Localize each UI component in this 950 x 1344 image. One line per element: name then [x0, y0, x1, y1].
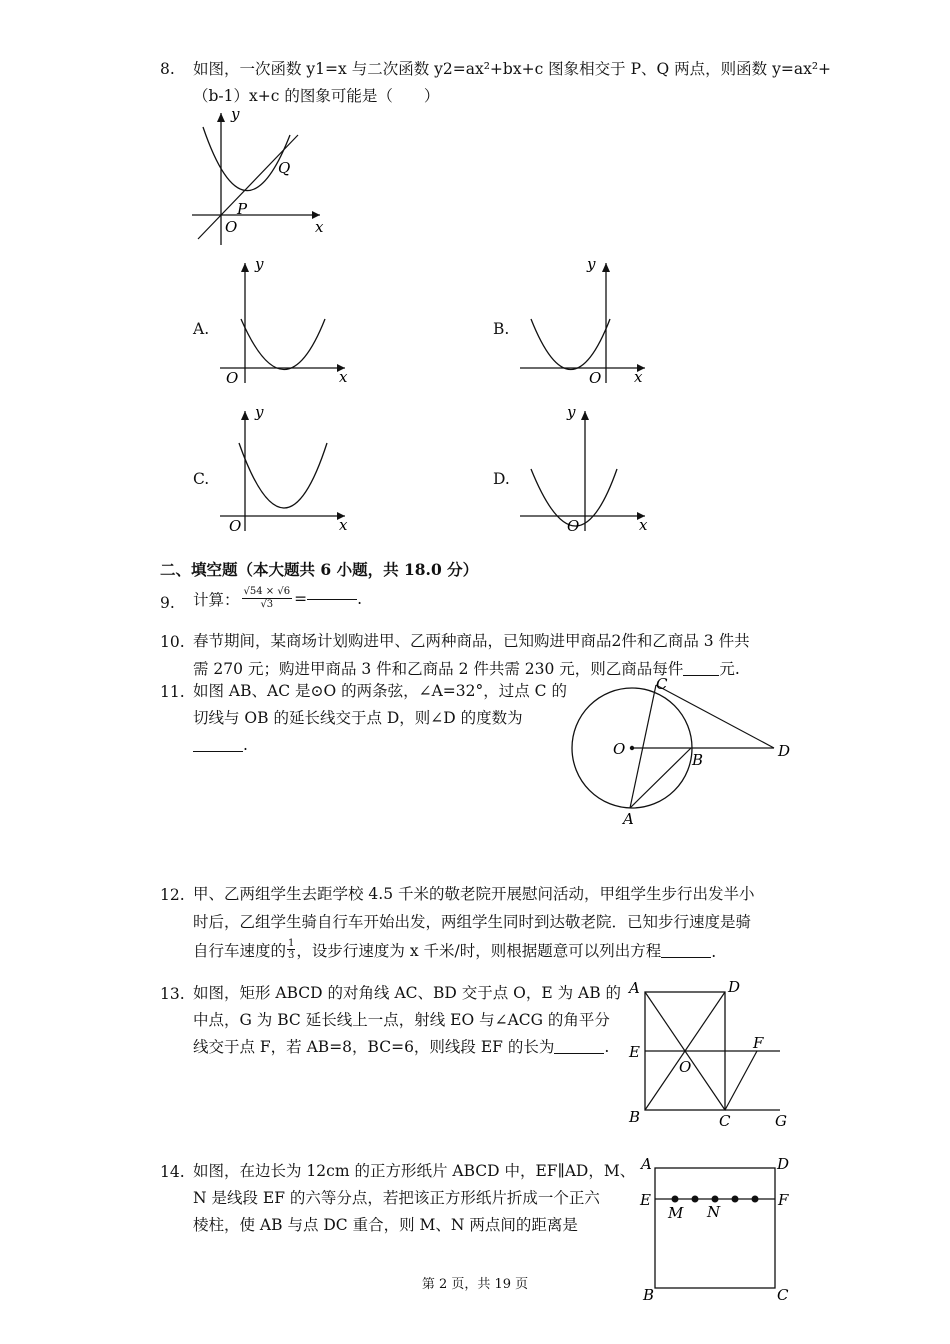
q14-text-line3: 棱柱，使 AB 与点 DC 重合，则 M、N 两点间的距离是: [193, 1216, 578, 1234]
q11-number: 11.: [160, 683, 185, 701]
q13-label-e: E: [629, 1043, 640, 1061]
q8-main-graph: [190, 105, 335, 250]
q13-label-g: G: [775, 1112, 787, 1130]
q14-text-line2: N 是线段 EF 的六等分点，若把该正方形纸片折成一个正六: [193, 1189, 600, 1207]
q8-option-c-x: x: [339, 516, 348, 534]
q8-main-y-label: y: [231, 105, 240, 123]
q9-number: 9.: [160, 594, 175, 612]
q11-line3-end: .: [243, 736, 248, 754]
q11-label-o: O: [613, 740, 626, 758]
q8-text-line1: 如图，一次函数 y1=x 与二次函数 y2=ax²+bx+c 图象相交于 P、Q 两点，则函数 y=ax²+: [193, 60, 832, 78]
q11-text-line2: 切线与 OB 的延长线交于点 D，则∠D 的度数为: [193, 709, 523, 727]
q12-fraction: [287, 938, 295, 961]
q11-circle-diagram: [560, 672, 800, 832]
q8-text-line2: （b-1）x+c 的图象可能是（ ）: [193, 87, 440, 105]
q8-option-a-graph[interactable]: [215, 255, 355, 390]
q12-blank[interactable]: [661, 956, 711, 958]
q8-option-a-label[interactable]: A.: [193, 320, 210, 338]
q9-expression: [193, 586, 362, 611]
q13-rectangle-diagram: [625, 975, 800, 1135]
q13-label-b: B: [629, 1108, 641, 1126]
q8-option-c-label[interactable]: C.: [193, 470, 210, 488]
q13-label-f: F: [753, 1034, 764, 1052]
q10-text-line1: 春节期间，某商场计划购进甲、乙两种商品，已知购进甲商品2件和乙商品 3 件共: [193, 632, 750, 650]
q8-main-p-label: P: [237, 200, 248, 218]
q14-number: 14.: [160, 1163, 185, 1181]
q11-label-a: A: [623, 810, 634, 828]
q8-main-x-label: x: [315, 218, 324, 236]
q8-option-d-x: x: [639, 516, 648, 534]
q8-option-c-o: O: [229, 517, 242, 535]
q8-option-c-y: y: [255, 403, 264, 421]
q13-blank[interactable]: [554, 1052, 604, 1054]
q14-label-d: D: [777, 1155, 790, 1173]
q14-label-n: N: [707, 1203, 721, 1221]
q13-label-d: D: [728, 978, 741, 996]
q12-line3-a: 自行车速度的: [193, 942, 287, 960]
q14-label-a: A: [641, 1155, 652, 1173]
q8-option-d-o: O: [567, 517, 580, 535]
q14-label-f: F: [778, 1191, 789, 1209]
q10-number: 10.: [160, 633, 185, 651]
q14-label-c: C: [777, 1286, 789, 1302]
q9-prefix: 计算：: [193, 590, 240, 609]
q12-line3-end: .: [711, 943, 717, 961]
q14-label-b: B: [643, 1286, 655, 1302]
q14-label-m: M: [668, 1204, 684, 1222]
q11-text-line3: [193, 731, 248, 760]
q9-fraction: [242, 586, 293, 611]
q13-line3-text: 线交于点 F，若 AB=8，BC=6，则线段 EF 的长为: [193, 1038, 555, 1056]
q9-equals: =: [294, 589, 308, 608]
q12-text-line3: [193, 938, 716, 961]
q8-main-q-label: Q: [278, 159, 291, 177]
q13-label-a: A: [629, 979, 640, 997]
q8-main-o-label: O: [225, 218, 238, 236]
q12-number: 12.: [160, 886, 185, 904]
q11-label-b: B: [692, 751, 704, 769]
q11-blank[interactable]: [193, 750, 243, 752]
q8-option-c-graph[interactable]: [215, 403, 355, 538]
q8-number: 8.: [160, 60, 175, 78]
q13-label-c: C: [719, 1112, 731, 1130]
q13-text-line1: 如图，矩形 ABCD 的对角线 AC、BD 交于点 O，E 为 AB 的: [193, 984, 622, 1002]
q13-label-o: O: [679, 1058, 692, 1076]
q10-line2-end: 元.: [719, 660, 740, 678]
q13-text-line2: 中点，G 为 BC 延长线上一点，射线 EO 与∠ACG 的角平分: [193, 1011, 610, 1029]
q9-numerator: √54 × √6: [243, 586, 291, 597]
q12-text-line1: 甲、乙两组学生去距学校 4.5 千米的敬老院开展慰问活动，甲组学生步行出发半小: [193, 885, 755, 903]
q11-text-line1: 如图 AB、AC 是⊙O 的两条弦，∠A=32°，过点 C 的: [193, 682, 567, 700]
q12-line3-b: ，设步行速度为 x 千米/时，则根据题意可以列出方程: [296, 942, 662, 960]
q8-option-d-y: y: [567, 403, 576, 421]
q11-label-d: D: [778, 742, 791, 760]
q8-option-b-x: x: [634, 368, 643, 386]
q12-frac-den: 3: [288, 950, 295, 961]
q8-option-a-o: O: [226, 369, 239, 387]
q13-line3-end: .: [604, 1038, 610, 1056]
q9-blank[interactable]: [307, 598, 357, 600]
q14-label-e: E: [640, 1191, 651, 1209]
q10-line2-text: 需 270 元；购进甲商品 3 件和乙商品 2 件共需 230 元，则乙商品每件: [193, 660, 684, 678]
q8-option-b-y: y: [587, 255, 596, 273]
q13-text-line3: [193, 1033, 609, 1062]
q13-number: 13.: [160, 985, 185, 1003]
q9-end: .: [357, 589, 363, 608]
q8-option-b-graph[interactable]: [515, 255, 655, 390]
page-footer: 第 2 页，共 19 页: [421, 1277, 529, 1292]
q14-text-line1: 如图，在边长为 12cm 的正方形纸片 ABCD 中，EF∥AD，M、: [193, 1162, 636, 1180]
q8-option-d-graph[interactable]: [515, 403, 655, 538]
q8-option-b-label[interactable]: B.: [493, 320, 510, 338]
q9-denominator: √3: [260, 599, 274, 610]
q11-label-c: C: [656, 675, 668, 693]
q8-option-a-x: x: [339, 368, 348, 386]
q8-option-b-o: O: [589, 369, 602, 387]
q8-option-d-label[interactable]: D.: [493, 470, 510, 488]
q8-option-a-y: y: [255, 255, 264, 273]
q12-text-line2: 时后，乙组学生骑自行车开始出发，两组学生同时到达敬老院．已知步行速度是骑: [193, 913, 752, 931]
q12-frac-num: 1: [288, 938, 295, 949]
section-title: 二、填空题（本大题共 6 小题，共 18.0 分）: [160, 560, 479, 579]
